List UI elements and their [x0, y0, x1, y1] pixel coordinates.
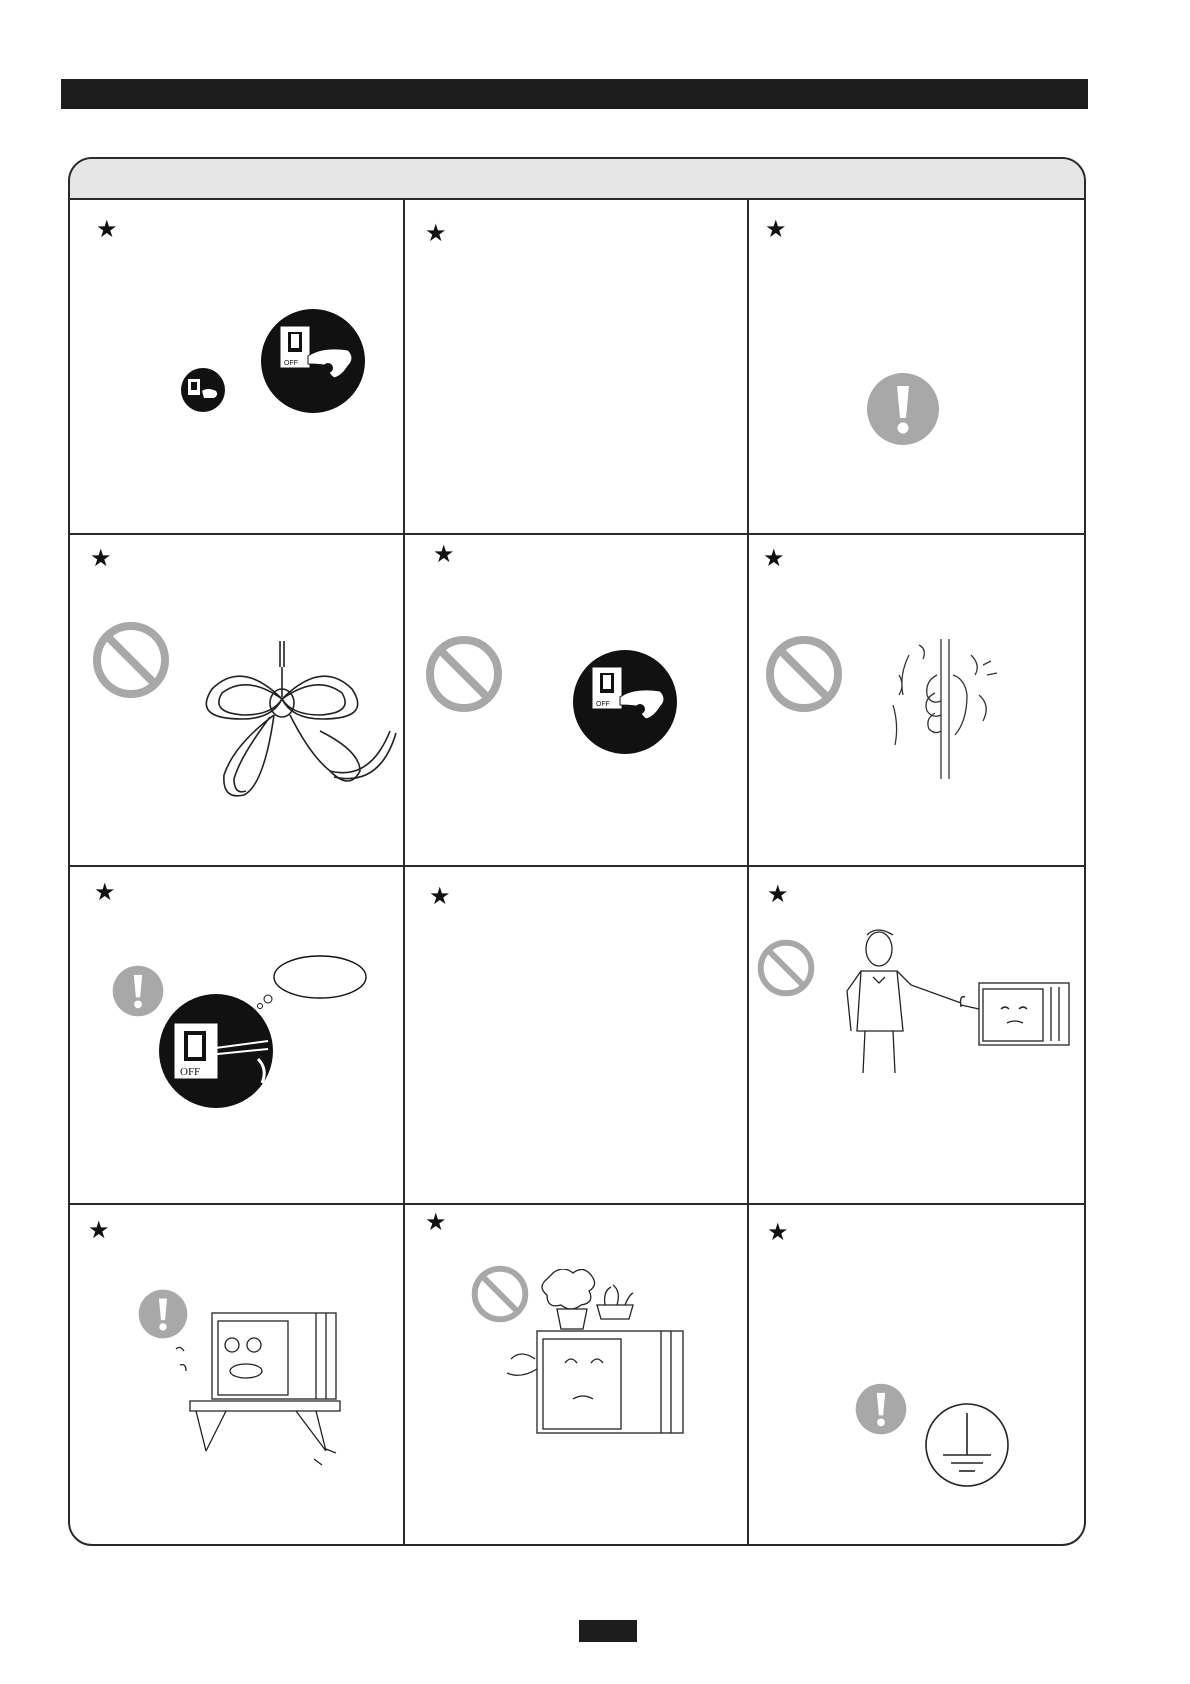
star-bullet: ★: [767, 1219, 789, 1246]
panel-header: [70, 159, 1084, 200]
hand-pressing-switch-icon: [260, 308, 366, 414]
cell-6: [749, 535, 1084, 865]
cell-9: [749, 867, 1084, 1203]
cell-8: [405, 867, 747, 1203]
hand-pulling-cord-icon: [879, 635, 1009, 785]
star-bullet: ★: [94, 879, 116, 906]
star-bullet: ★: [425, 1209, 447, 1236]
page-number-tab: [579, 1620, 637, 1642]
person-touching-unit-icon: [841, 927, 1075, 1079]
outdoor-unit-on-bracket-icon: [166, 1309, 344, 1505]
prohibition-icon: [757, 939, 815, 997]
switch-off-label: OFF: [284, 360, 298, 367]
outdoor-unit-with-plants-icon: [501, 1269, 695, 1447]
safety-panel: [68, 157, 1086, 1546]
star-bullet: ★: [425, 220, 447, 247]
star-bullet: ★: [96, 216, 118, 243]
star-bullet: ★: [88, 1217, 110, 1244]
tangled-cord-icon: [150, 637, 400, 837]
switch-off-label: OFF: [180, 1066, 201, 1078]
cell-12: [749, 1205, 1084, 1544]
star-bullet: ★: [429, 883, 451, 910]
power-switch-off-icon: [572, 649, 678, 755]
cell-4: [70, 535, 403, 865]
star-bullet: ★: [765, 216, 787, 243]
star-bullet: ★: [763, 545, 785, 572]
cell-1: [70, 200, 403, 533]
prohibition-icon: [425, 635, 503, 713]
caution-exclamation-icon: [866, 372, 940, 446]
star-bullet: ★: [90, 545, 112, 572]
star-bullet: ★: [767, 881, 789, 908]
cell-3: [749, 200, 1084, 533]
ground-symbol-icon: [923, 1401, 1011, 1489]
cell-11: [405, 1205, 747, 1544]
cell-2: [405, 200, 747, 533]
star-bullet: ★: [433, 541, 455, 568]
thought-bubble-icon: [248, 953, 368, 1013]
prohibition-icon: [765, 635, 843, 713]
top-header-bar: [61, 79, 1088, 109]
cell-10: [70, 1205, 403, 1544]
cell-7: [70, 867, 403, 1203]
cell-5: [405, 535, 747, 865]
caution-exclamation-icon: [855, 1383, 907, 1435]
switch-off-label: OFF: [596, 701, 610, 708]
power-switch-off-icon: [180, 367, 226, 413]
caution-exclamation-icon: [112, 965, 164, 1017]
